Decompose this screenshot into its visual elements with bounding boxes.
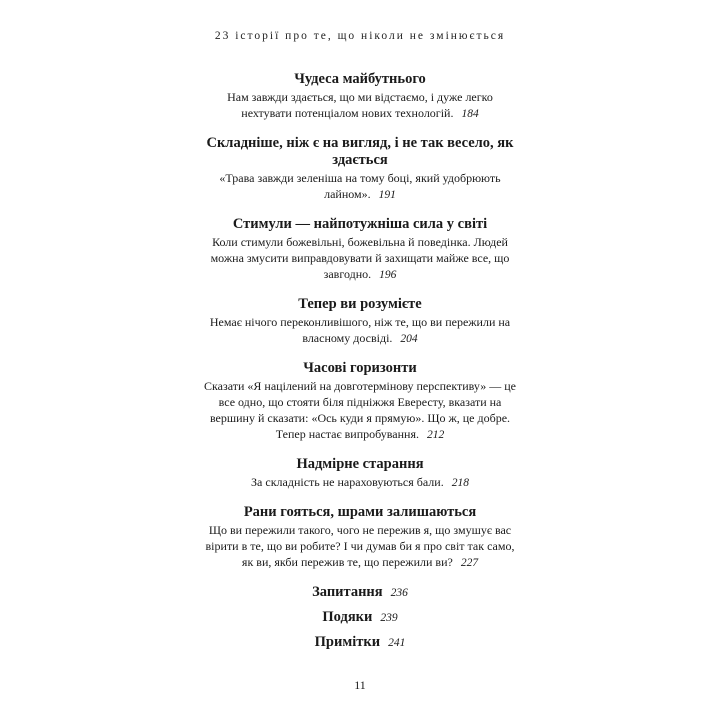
- backmatter-title: Примітки: [314, 634, 381, 650]
- toc-entry-title: Складніше, ніж є на вигляд, і не так весело, як здається: [206, 135, 514, 168]
- backmatter-title: Подяки: [322, 609, 373, 625]
- backmatter-item: [200, 609, 520, 627]
- toc-entry: [200, 216, 520, 283]
- toc-entry-page-number: 212: [427, 429, 445, 441]
- toc-entry-desc-text: Сказати «Я націлений на довготермінову перспективу» — це все одно, що стояти біля підніжжя Евересту, вказати на вершину й сказати: «Ось куди я прямую». Що ж, це добре. Тепер настає випробування.: [204, 379, 516, 441]
- toc-entry-description: [200, 474, 520, 491]
- backmatter-page-number: 241: [388, 637, 406, 649]
- toc-entry-page-number: 227: [460, 557, 479, 569]
- toc-entry-title: Чудеса майбутнього: [294, 71, 426, 87]
- toc-entry-page-number: 218: [451, 477, 469, 489]
- toc-entry-desc-text: Коли стимули божевільні, божевільна й поведінка. Людей можна змусити виправдовувати й захищати майже все, що завгодно.: [210, 235, 510, 281]
- backmatter-title: Запитання: [312, 584, 383, 600]
- toc-entry-page-number: 204: [400, 333, 418, 345]
- toc-entry: [200, 135, 520, 203]
- backmatter-item: [200, 584, 520, 602]
- toc-entry-desc-text: Нам завжди здається, що ми відстаємо, і дуже легко нехтувати потенціалом нових технологій.: [227, 90, 493, 120]
- running-head: 23 історії про те, що ніколи не змінюється: [214, 30, 506, 42]
- backmatter-item: [200, 634, 520, 652]
- toc-entry-description: [200, 170, 520, 203]
- page-folio: 11: [354, 678, 366, 692]
- toc-entry-title: Стимули — найпотужніша сила у світі: [232, 216, 488, 232]
- toc-entry: [200, 504, 520, 571]
- table-of-contents: [200, 71, 520, 659]
- toc-entry-title: Часові горизонти: [303, 360, 417, 376]
- toc-entry-desc-text: «Трава завжди зеленіша на тому боці, який удобрюють лайном».: [219, 171, 501, 201]
- toc-entry-desc-text: Немає нічого переконливішого, ніж те, що ви пережили на власному досвіді.: [209, 315, 511, 345]
- toc-entry: [200, 360, 520, 443]
- toc-entry-title: Рани гояться, шрами залишаються: [243, 504, 477, 520]
- toc-entry: [200, 456, 520, 491]
- toc-entry-description: [200, 314, 520, 347]
- backmatter-page-number: 236: [390, 587, 408, 599]
- toc-entry-title: Тепер ви розумієте: [298, 296, 422, 312]
- backmatter-list: [200, 584, 520, 652]
- toc-entry-desc-text: За складність не нараховуються бали.: [251, 475, 444, 489]
- toc-entry-title: Надмірне старання: [296, 456, 424, 472]
- toc-entry-description: [200, 89, 520, 122]
- toc-entry-page-number: 191: [378, 189, 396, 201]
- toc-entry-page-number: 184: [461, 108, 479, 120]
- toc-entry: [200, 71, 520, 122]
- toc-entry: [200, 296, 520, 347]
- toc-entry-desc-text: Що ви пережили такого, чого не пережив я, що змушує вас вірити в те, що ви робите? І чи думав би я про світ так само, як ви, якби пережив те, що пережили ви?: [205, 523, 515, 569]
- toc-entry-description: [200, 378, 520, 443]
- toc-entry-description: [200, 234, 520, 283]
- backmatter-page-number: 239: [380, 612, 398, 624]
- toc-entry-description: [200, 522, 520, 571]
- toc-entry-page-number: 196: [379, 269, 397, 281]
